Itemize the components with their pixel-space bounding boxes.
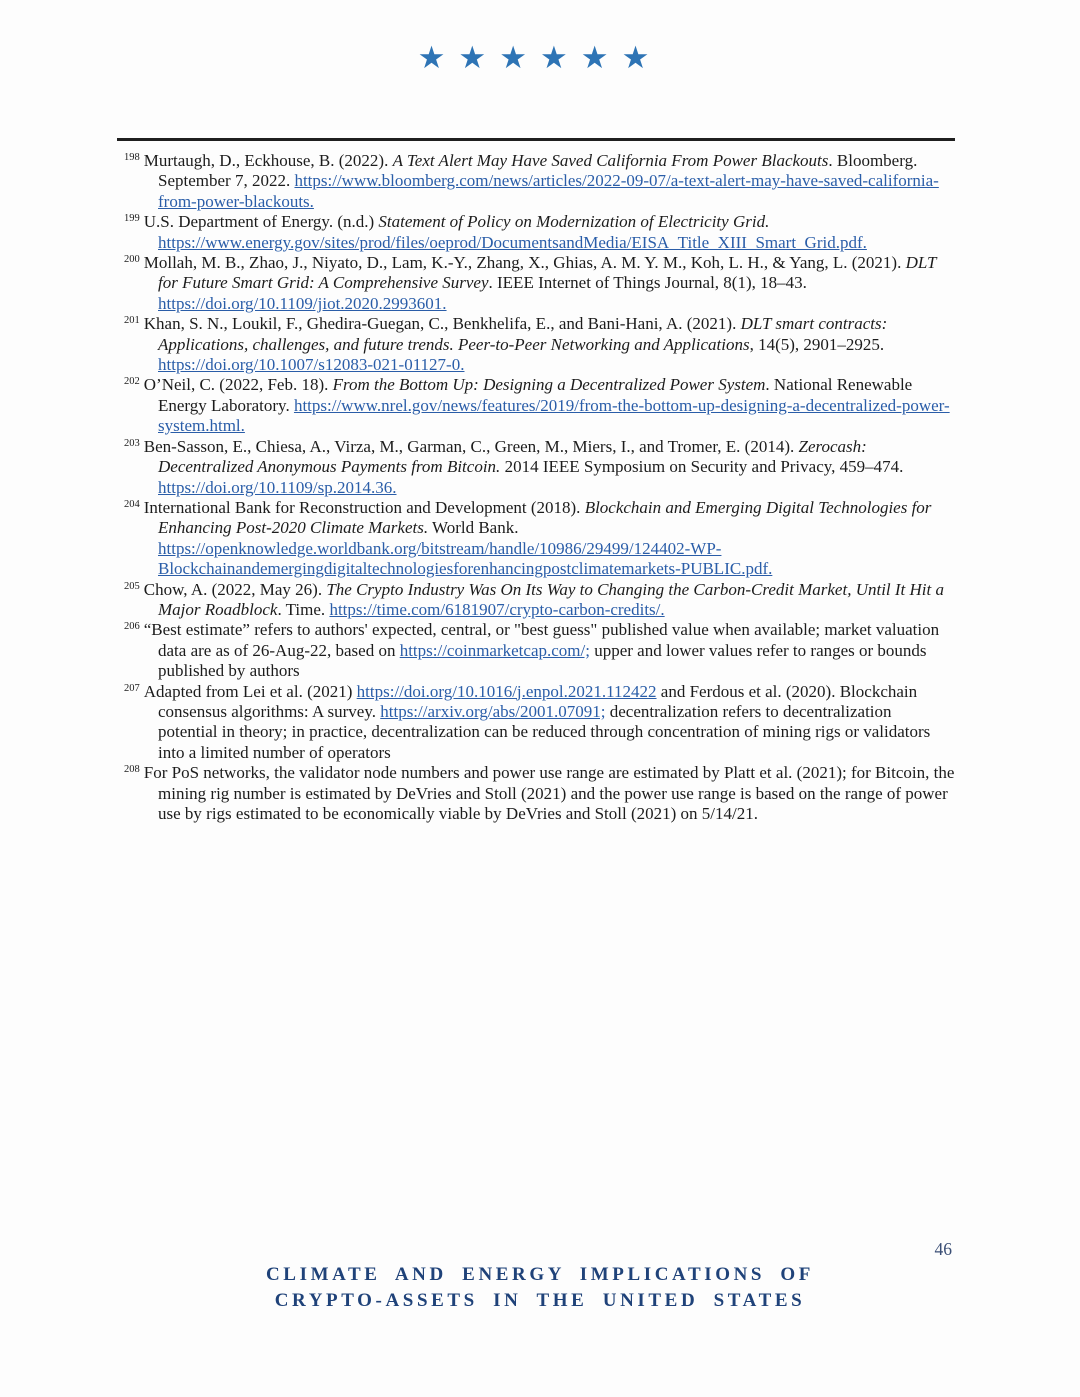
footnote-italic-text: DLT for Future Smart Grid: A Comprehensive Survey bbox=[158, 253, 937, 293]
footnote-text: Mollah, M. B., Zhao, J., Niyato, D., Lam, K.-Y., Zhang, X., Ghias, A. M. Y. M., Koh, L. H., & Yang, L. (2021). bbox=[143, 253, 906, 273]
footnote-item bbox=[124, 580, 955, 621]
star-icon: ★ bbox=[580, 40, 622, 75]
footnote-text: 2014 IEEE Symposium on Security and Privacy, 459–474. bbox=[500, 457, 904, 477]
footnote-italic-text: A Text Alert May Have Saved California From Power Blackouts bbox=[392, 151, 829, 170]
footnote-item bbox=[124, 620, 955, 681]
footnote-item bbox=[124, 314, 955, 375]
footnote-text: , 14(5), 2901–2925. bbox=[749, 334, 885, 354]
star-icon: ★ bbox=[499, 40, 540, 75]
footnote-text: Ben-Sasson, E., Chiesa, A., Virza, M., Garman, C., Green, M., Miers, I., and Tromer, E. (2014). bbox=[143, 436, 799, 456]
footnote-italic-text: DLT smart contracts: Applications, challenges, and future trends. Peer-to-Peer Networking and Applications bbox=[158, 314, 888, 354]
footnote-text: O’Neil, C. (2022, Feb. 18). bbox=[143, 375, 333, 395]
footnote-italic-text: Zerocash: Decentralized Anonymous Payments from Bitcoin. bbox=[158, 436, 867, 477]
footnote-text: decentralization refers to decentralization potential in theory; in practice, decentralization can be reduced through concentration of mining rigs or validators into a limited number of operators bbox=[158, 701, 931, 762]
footnote-italic-text: Statement of Policy on Modernization of Electricity Grid. bbox=[378, 212, 770, 232]
footnote-number: 201 bbox=[124, 315, 140, 327]
footnote-item bbox=[124, 437, 955, 498]
footnote-text: International Bank for Reconstruction and Development (2018). bbox=[143, 497, 585, 517]
star-icon: ★ bbox=[621, 40, 663, 75]
footnote-item bbox=[124, 253, 955, 314]
star-icon: ★ bbox=[540, 40, 581, 75]
footnote-text: Khan, S. N., Loukil, F., Ghedira-Guegan, C., Benkhelifa, E., and Bani-Hani, A. (2021). bbox=[143, 314, 741, 334]
footnote-item bbox=[124, 682, 955, 764]
footnote-number: 199 bbox=[124, 213, 140, 225]
footnote-text: U.S. Department of Energy. (n.d.) bbox=[143, 212, 379, 232]
footnote-item bbox=[124, 212, 955, 253]
star-divider bbox=[0, 40, 1080, 76]
footnote-text: and Ferdous et al. (2020). Blockchain consensus algorithms: A survey. bbox=[158, 681, 918, 721]
star-icon: ★ bbox=[417, 40, 459, 75]
page-number: 46 bbox=[934, 1239, 952, 1259]
footnote-number: 205 bbox=[124, 580, 140, 592]
report-title-footer bbox=[0, 1262, 1080, 1313]
footnote-item bbox=[124, 375, 955, 436]
footnote-text: . Time. bbox=[277, 599, 330, 619]
footnote-text: . National Renewable Energy Laboratory. bbox=[158, 375, 913, 415]
footnote-number: 208 bbox=[124, 764, 140, 776]
footnote-link[interactable]: https://doi.org/10.1109/sp.2014.36. bbox=[158, 477, 397, 497]
footnote-text: . Bloomberg. September 7, 2022. bbox=[158, 151, 918, 191]
footnote-number: 203 bbox=[124, 437, 140, 449]
footnote-number: 198 bbox=[124, 152, 140, 163]
footnote-italic-text: The Crypto Industry Was On Its Way to Changing the Carbon-Credit Market, Until It Hit a Major Roadblock bbox=[158, 579, 944, 619]
footnote-italic-text: From the Bottom Up: Designing a Decentralized Power System bbox=[332, 375, 766, 395]
footnote-item bbox=[124, 763, 955, 824]
footnote-number: 207 bbox=[124, 682, 140, 694]
footnote-number: 204 bbox=[124, 498, 140, 510]
footnote-number: 202 bbox=[124, 376, 140, 388]
footnote-link[interactable]: https://www.bloomberg.com/news/articles/2022-09-07/a-text-alert-may-have-saved-california-from-power-blackouts. bbox=[158, 171, 939, 211]
footnote-text: Adapted from Lei et al. (2021) bbox=[143, 681, 357, 701]
star-icon: ★ bbox=[458, 40, 500, 75]
report-title-line1: CLIMATE AND ENERGY IMPLICATIONS OF bbox=[265, 1264, 815, 1285]
footnote-link[interactable]: https://doi.org/10.1007/s12083-021-01127-0. bbox=[158, 355, 465, 375]
footnote-link[interactable]: https://www.nrel.gov/news/features/2019/from-the-bottom-up-designing-a-decentralized-power-system.html. bbox=[158, 395, 950, 436]
footnote-text: Murtaugh, D., Eckhouse, B. (2022). bbox=[143, 151, 393, 170]
footnote-text: Chow, A. (2022, May 26). bbox=[143, 579, 327, 599]
footnote-italic-text: Blockchain and Emerging Digital Technologies for Enhancing Post-2020 Climate Markets. bbox=[158, 497, 932, 538]
footnote-item bbox=[124, 151, 955, 212]
report-title-line2: CRYPTO-ASSETS IN THE UNITED STATES bbox=[274, 1289, 806, 1311]
footnote-number: 206 bbox=[124, 621, 140, 633]
footnote-text: World Bank. bbox=[428, 518, 519, 538]
footnote-text: “Best estimate” refers to authors' expected, central, or "best guess" published value when available; market valuation data are as of 26-Aug-22, based on bbox=[143, 620, 940, 660]
footnote-link[interactable]: https://openknowledge.worldbank.org/bitstream/handle/10986/29499/124402-WP-Blockchainandemergingdigitaltechnologiesforenhancingpostclimatemarkets-PUBLIC.pdf. bbox=[158, 538, 773, 579]
footnote-separator-rule bbox=[117, 138, 955, 141]
footnote-text: For PoS networks, the validator node numbers and power use range are estimated by Platt et al. (2021); for Bitcoin, the mining rig number is estimated by DeVries and Stoll (2021) and the power use range is based on the range of power use by rigs estimated to be economically viable by DeVries and Stoll (2021) on 5/14/21. bbox=[143, 763, 955, 823]
footnotes-section bbox=[124, 151, 955, 824]
footnote-number: 200 bbox=[124, 254, 140, 266]
footnote-item bbox=[124, 498, 955, 580]
footnote-link[interactable]: https://arxiv.org/abs/2001.07091; bbox=[380, 701, 606, 721]
footnote-link[interactable]: https://coinmarketcap.com/; bbox=[399, 640, 590, 660]
footnote-link[interactable]: https://www.energy.gov/sites/prod/files/oeprod/DocumentsandMedia/EISA_Title_XIII_Smart_Grid.pdf. bbox=[158, 232, 867, 252]
footnote-link[interactable]: https://doi.org/10.1016/j.enpol.2021.112422 bbox=[356, 681, 657, 701]
footnote-text: upper and lower values refer to ranges or bounds published by authors bbox=[158, 640, 927, 681]
footnote-link[interactable]: https://doi.org/10.1109/jiot.2020.2993601. bbox=[158, 293, 447, 313]
footnote-text: . IEEE Internet of Things Journal, 8(1), 18–43. bbox=[488, 273, 807, 293]
footnote-link[interactable]: https://time.com/6181907/crypto-carbon-credits/. bbox=[329, 599, 665, 619]
